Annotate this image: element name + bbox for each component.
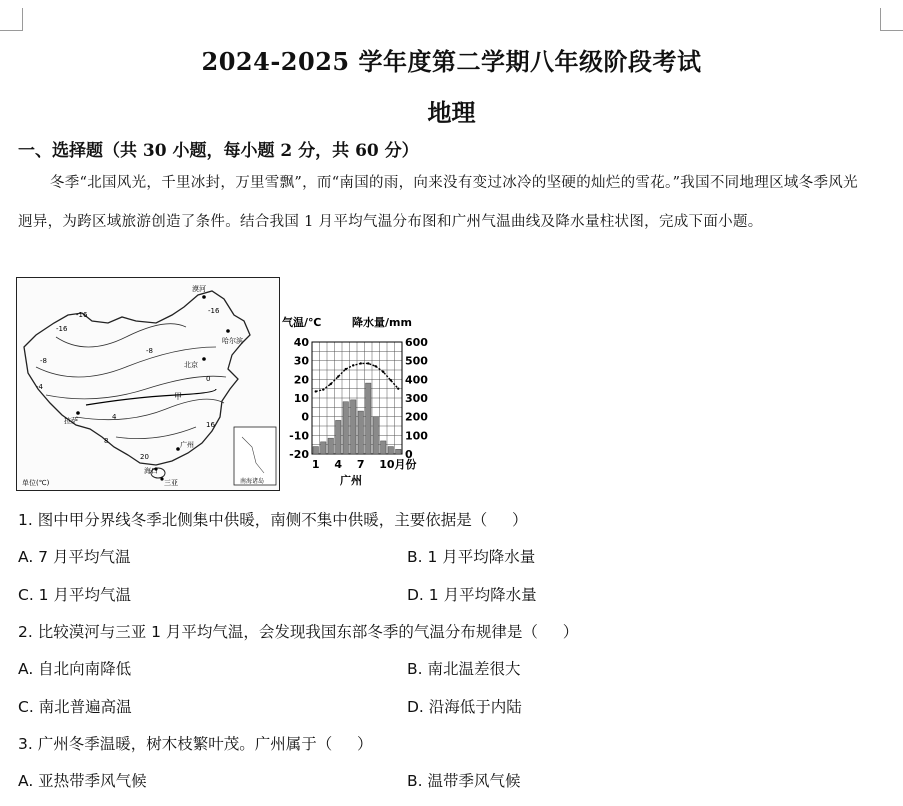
temperature-point <box>390 379 392 381</box>
temperature-point <box>322 388 324 390</box>
map-label-jia: 甲 <box>174 392 182 401</box>
january-temperature-map <box>16 277 280 491</box>
x-tick-label: 7 <box>356 458 365 471</box>
isotherm-label: 16 <box>206 421 215 429</box>
isotherm-label: -8 <box>146 347 153 355</box>
precipitation-bar <box>313 447 319 454</box>
y-right-tick-label: 600 <box>405 336 428 349</box>
y-left-tick-label: -20 <box>289 448 309 461</box>
question-3-paren-close: ） <box>357 735 373 753</box>
chart-ylabel-right: 降水量/mm <box>352 316 412 329</box>
q2-option-b[interactable]: B. 南北温差很大 <box>407 660 521 678</box>
temperature-point <box>397 387 399 389</box>
city-dot-beijing <box>202 357 206 361</box>
isotherm-label: 20 <box>140 453 149 461</box>
map-label-beijing: 北京 <box>184 361 198 369</box>
temperature-point <box>337 375 339 377</box>
map-label-lhasa: 拉萨 <box>64 417 78 425</box>
map-label-harbin: 哈尔滨 <box>222 337 243 345</box>
temperature-point <box>367 362 369 364</box>
y-left-tick-label: 10 <box>293 392 309 405</box>
precipitation-bar <box>396 449 402 454</box>
map-label-sanya: 三亚 <box>164 479 178 487</box>
question-1-paren-close: ） <box>512 511 528 529</box>
precipitation-bar <box>336 420 342 454</box>
precipitation-bar <box>358 411 364 454</box>
temperature-point <box>352 364 354 366</box>
temperature-point <box>375 365 377 367</box>
y-left-tick-label: 0 <box>301 410 309 424</box>
y-right-tick-label: 0 <box>405 448 413 461</box>
question-1 <box>18 508 528 530</box>
q1-option-c[interactable]: C. 1 月平均气温 <box>18 586 131 604</box>
question-2-stem: 2. 比较漠河与三亚 1 月平均气温，会发现我国东部冬季的气温分布规律是（ <box>18 623 538 641</box>
q2-option-a[interactable]: A. 自北向南降低 <box>18 660 132 678</box>
temperature-point <box>345 368 347 370</box>
y-right-tick-label: 400 <box>405 373 428 387</box>
map-label-unit: 单位(℃) <box>22 479 50 487</box>
question-3 <box>18 732 373 754</box>
q3-option-b[interactable]: B. 温带季风气候 <box>407 772 521 790</box>
q2-option-d[interactable]: D. 沿海低于内陆 <box>407 698 522 716</box>
temperature-point <box>315 390 317 392</box>
q3-option-a[interactable]: A. 亚热带季风气候 <box>18 772 147 790</box>
x-tick-label: 1 <box>311 458 320 471</box>
y-right-tick-label: 100 <box>405 429 428 443</box>
precipitation-bar <box>321 442 327 454</box>
city-dot-mohe <box>202 295 206 299</box>
exam-title: 2024-2025 学年度第二学期八年级阶段考试 <box>201 47 702 76</box>
chart-title: 广州 <box>340 474 362 487</box>
x-tick-label: 4 <box>334 458 343 471</box>
isotherm-label: 4 <box>112 413 117 421</box>
question-2-paren-close: ） <box>562 623 579 641</box>
question-2 <box>18 620 578 642</box>
guangzhou-climate-chart <box>280 312 430 492</box>
temperature-point <box>330 383 332 385</box>
map-label-guangzhou: 广州 <box>180 441 194 449</box>
chart-ylabel-left: 气温/℃ <box>282 316 322 329</box>
crop-mark-top-right <box>880 8 903 31</box>
question-3-stem: 3. 广州冬季温暖，树木枝繁叶茂。广州属于（ <box>18 735 333 753</box>
isotherm-label: -16 <box>56 325 68 333</box>
temperature-point <box>382 371 384 373</box>
y-left-tick-label: 40 <box>293 336 309 349</box>
precipitation-bar <box>328 438 334 454</box>
map-label-mohe: 漠河 <box>192 285 206 293</box>
q1-option-b[interactable]: B. 1 月平均降水量 <box>407 548 536 566</box>
temperature-point <box>360 362 362 364</box>
map-label-haikou: 海口 <box>144 467 158 475</box>
precipitation-bar <box>373 417 379 454</box>
isotherm-label: -8 <box>40 357 47 365</box>
y-left-tick-label: 20 <box>293 373 309 387</box>
x-tick-label: 10月份 <box>379 458 417 471</box>
q1-option-a[interactable]: A. 7 月平均气温 <box>18 548 131 566</box>
city-dot-lhasa <box>76 411 80 415</box>
isotherm-label: 0 <box>206 375 211 383</box>
precipitation-bar <box>381 441 387 454</box>
section-heading: 一、选择题（共 30 小题，每小题 2 分，共 60 分） <box>18 141 419 161</box>
q1-option-d[interactable]: D. 1 月平均降水量 <box>407 586 537 604</box>
precipitation-bar <box>343 402 349 454</box>
city-dot-harbin <box>226 329 230 333</box>
isotherm-label: 8 <box>104 437 109 445</box>
y-right-tick-label: 200 <box>405 410 428 424</box>
south-china-sea-inset <box>234 427 276 485</box>
y-left-tick-label: -10 <box>289 429 309 443</box>
isotherm-label: -16 <box>76 311 88 319</box>
exam-subject: 地理 <box>427 98 476 127</box>
crop-mark-top-left <box>0 8 23 31</box>
y-right-tick-label: 300 <box>405 392 428 405</box>
precipitation-bar <box>366 383 372 454</box>
isotherm-label: -4 <box>36 383 43 391</box>
map-label-inset: 南海诸岛 <box>240 478 265 485</box>
q2-option-c[interactable]: C. 南北普遍高温 <box>18 698 132 716</box>
section-intro: 冬季“北国风光，千里冰封，万里雪飘”，而“南国的雨，向来没有变过冰冷的坚硬的灿烂的雪花。”我国不同地理区域冬季风光迥异，为跨区域旅游创造了条件。结合我国 1 月平均气温分布图和广州气温曲线及降水量柱状图，完成下面小题。 <box>18 175 858 230</box>
precipitation-bar <box>351 400 357 454</box>
chart-grid <box>312 342 402 454</box>
y-right-tick-label: 500 <box>405 354 428 368</box>
precipitation-bar <box>388 447 394 454</box>
question-1-stem: 1. 图中甲分界线冬季北侧集中供暖，南侧不集中供暖，主要依据是（ <box>18 511 488 529</box>
isotherm-label: -16 <box>208 307 220 315</box>
y-left-tick-label: 30 <box>293 354 309 368</box>
